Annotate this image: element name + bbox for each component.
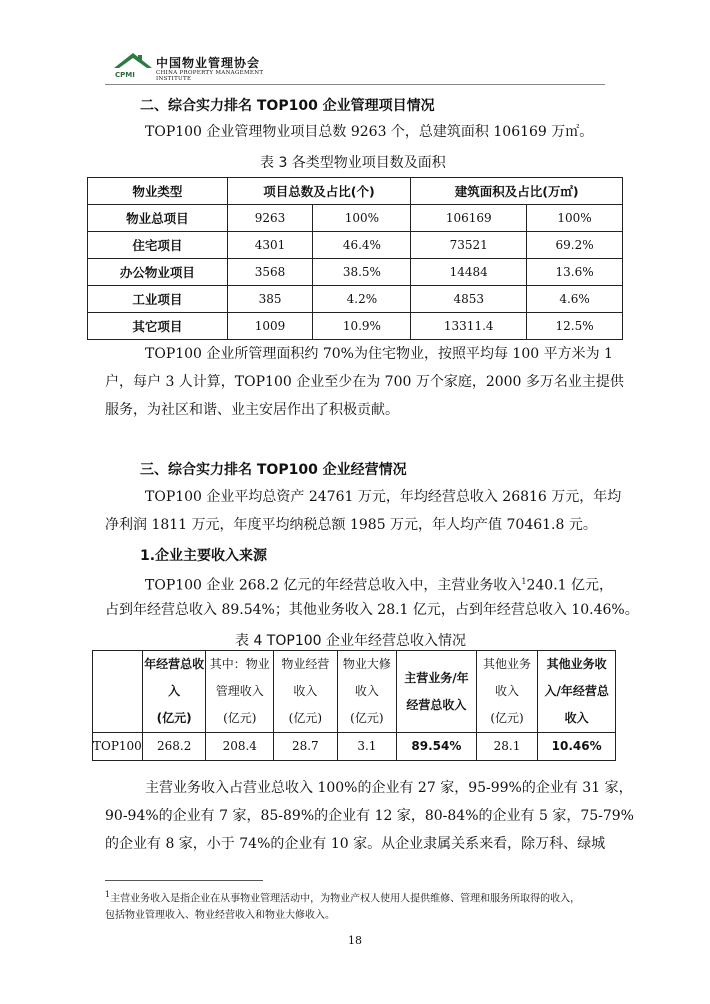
row-label: TOP100 [93,733,143,761]
cell: 10.46% [538,733,616,761]
cell: 14484 [411,259,527,286]
cell: 28.1 [476,733,538,761]
cell: 13311.4 [411,313,527,340]
cell: 13.6% [527,259,623,286]
table4-header-cell: 其中：物业 管理收入 (亿元) [206,651,274,733]
income-text-a: TOP100 企业 268.2 亿元的年经营总收入中，主营业务收入 [145,577,522,594]
paragraph-line: 户，每户 3 人计算，TOP100 企业至少在为 700 万个家庭，2000 多万名业主提供 [105,374,624,390]
cpmi-logo [112,50,282,80]
org-name-en: CHINA PROPERTY MANAGEMENT INSTITUTE [156,70,264,82]
cell: 268.2 [142,733,206,761]
paragraph-line: TOP100 企业平均总资产 24761 万元，年均经营总收入 26816 万元，年均 [145,489,622,505]
footnote [105,886,580,924]
table4-header-cell: 其他业务 收入 (亿元) [476,651,538,733]
table-row [88,259,623,286]
table-row [88,205,623,232]
table-row [88,286,623,313]
page-number: 18 [348,934,362,947]
table4-header-cell: 物业大修 收入 (亿元) [337,651,397,733]
row-label: 物业总项目 [88,205,228,232]
cell: 4853 [411,286,527,313]
cell: 106169 [411,205,527,232]
table3-header-cell: 项目总数及占比(个) [227,178,411,205]
row-label: 办公物业项目 [88,259,228,286]
cell: 28.7 [274,733,338,761]
cell: 89.54% [397,733,477,761]
cell: 4301 [227,232,313,259]
row-label: 其它项目 [88,313,228,340]
table3 [87,177,623,340]
footnote-ref: 1 [521,577,527,586]
paragraph-line: 占到年经营总收入 89.54%；其他业务收入 28.1 亿元，占到年经营总收入 10.46%。 [105,602,639,618]
table3-header-cell: 物业类型 [88,178,228,205]
paragraph-line: 主营业务收入占营业总收入 100%的企业有 27 家，95-99%的企业有 31 家， [145,780,633,796]
table-row [93,733,616,761]
cell: 4.6% [527,286,623,313]
table4-header-cell: 物业经营 收入 (亿元) [274,651,338,733]
paragraph-line: TOP100 企业所管理面积约 70%为住宅物业，按照平均每 100 平方米为 1 [145,346,613,362]
row-label: 住宅项目 [88,232,228,259]
cell: 46.4% [313,232,411,259]
paragraph-line: 服务，为社区和谐、业主安居作出了积极贡献。 [105,402,399,418]
cell: 208.4 [206,733,274,761]
cell: 73521 [411,232,527,259]
footnote-text: 包括物业管理收入、物业经营收入和物业大修收入。 [105,910,335,922]
cell: 100% [527,205,623,232]
cell: 3.1 [337,733,397,761]
org-name-cn: 中国物业管理协会 [156,56,261,70]
table4-caption: 表 4 TOP100 企业年经营总收入情况 [235,633,466,649]
sub-heading: 1.企业主要收入来源 [140,548,268,564]
cell: 3568 [227,259,313,286]
paragraph-line [145,568,613,600]
cell: 38.5% [313,259,411,286]
paragraph-line: 净利润 1811 万元，年度平均纳税总额 1985 万元，年人均产值 70461.8 元。 [105,517,597,533]
table-row [88,313,623,340]
cell: 12.5% [527,313,623,340]
section2-intro: TOP100 企业管理物业项目总数 9263 个，总建筑面积 106169 万㎡。 [145,124,594,140]
cell: 9263 [227,205,313,232]
table3-header-cell: 建筑面积及占比(万㎡) [411,178,623,205]
section2-heading: 二、综合实力排名 TOP100 企业管理项目情况 [140,98,435,114]
cell: 4.2% [313,286,411,313]
footnote-text: 主营业务收入是指企业在从事物业管理活动中，为物业产权人使用人提供维修、管理和服务所取得的收入， [110,893,581,905]
cell: 100% [313,205,411,232]
table4-header-cell: 主营业务/年 经营总收入 [397,651,477,733]
table4-header-cell: 年经营总收 入 (亿元) [142,651,206,733]
empty-corner-cell [93,651,143,733]
footnote-divider [105,880,263,881]
cell: 69.2% [527,232,623,259]
org-abbr: CPMI [115,71,135,79]
paragraph-line: 的企业有 8 家，小于 74%的企业有 10 家。从企业隶属关系来看，除万科、绿城 [105,836,606,852]
paragraph-line: 90-94%的企业有 7 家，85-89%的企业有 12 家，80-84%的企业有 5 家，75-79% [105,808,634,824]
table4-header-cell: 其他业务收 入/年经营总 收入 [538,651,616,733]
footnote-marker: 1 [105,890,111,899]
cell: 10.9% [313,313,411,340]
table3-header-row [88,178,623,205]
section3-heading: 三、综合实力排名 TOP100 企业经营情况 [140,462,407,478]
row-label: 工业项目 [88,286,228,313]
header-divider [105,84,605,85]
income-text-b: 240.1 亿元， [526,577,614,594]
cell: 385 [227,286,313,313]
table-row [88,232,623,259]
cell: 1009 [227,313,313,340]
table4-header-row [93,651,616,733]
table3-caption: 表 3 各类型物业项目数及面积 [260,155,446,171]
table4 [92,650,616,761]
